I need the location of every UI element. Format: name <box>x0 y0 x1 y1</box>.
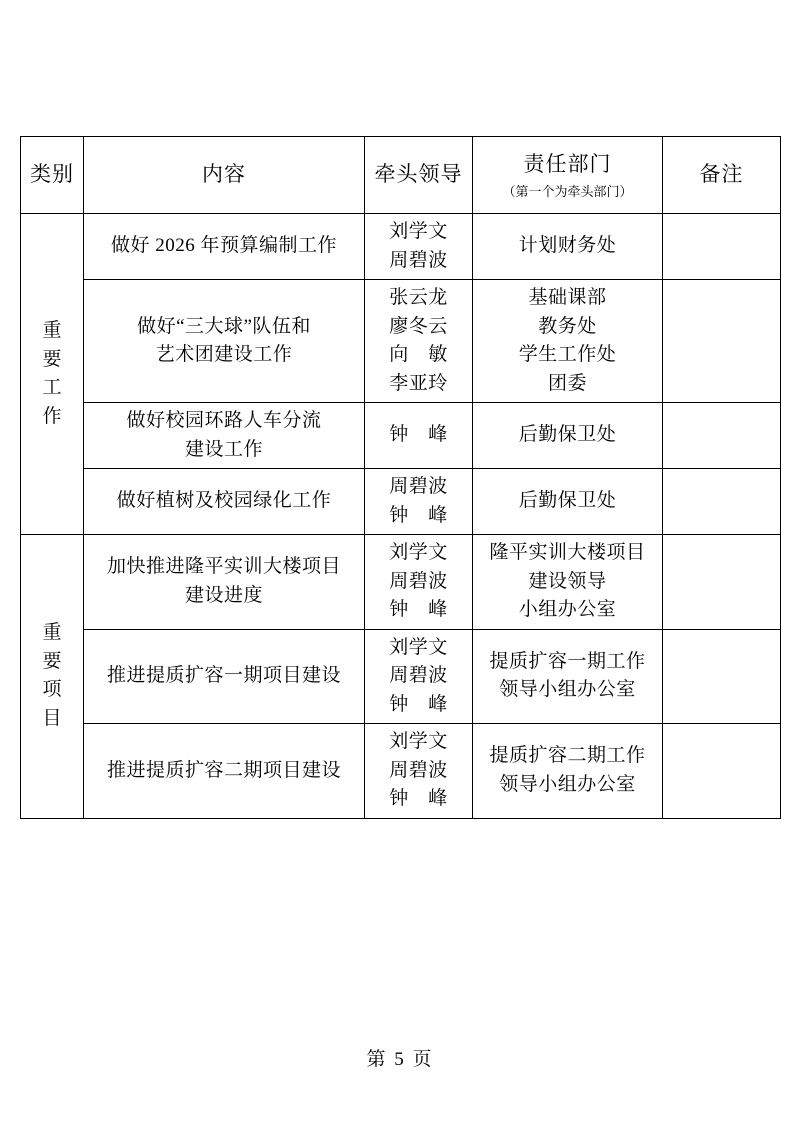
leader-cell: 刘学文 周碧波 钟 峰 <box>365 535 473 630</box>
leader-cell: 刘学文 周碧波 钟 峰 <box>365 629 473 724</box>
department-cell: 后勤保卫处 <box>473 469 663 535</box>
table-row <box>21 535 781 630</box>
leader-cell: 周碧波 钟 峰 <box>365 469 473 535</box>
schedule-table-container <box>20 136 780 819</box>
header-department: 责任部门 （第一个为牵头部门） <box>473 137 663 214</box>
content-cell: 做好“三大球”队伍和 艺术团建设工作 <box>84 280 365 403</box>
table-row <box>21 629 781 724</box>
category-cell-important-project: 重 要 项 目 <box>21 535 84 819</box>
department-cell: 计划财务处 <box>473 214 663 280</box>
remark-cell <box>663 629 781 724</box>
remark-cell <box>663 403 781 469</box>
leader-cell: 刘学文 周碧波 <box>365 214 473 280</box>
department-cell: 基础课部 教务处 学生工作处 团委 <box>473 280 663 403</box>
content-cell: 做好 2026 年预算编制工作 <box>84 214 365 280</box>
table-header-row <box>21 137 781 214</box>
department-cell: 后勤保卫处 <box>473 403 663 469</box>
schedule-table <box>20 136 781 819</box>
leader-cell: 张云龙 廖冬云 向 敏 李亚玲 <box>365 280 473 403</box>
header-remark: 备注 <box>663 137 781 214</box>
table-header <box>21 137 781 214</box>
department-cell: 隆平实训大楼项目 建设领导 小组办公室 <box>473 535 663 630</box>
content-cell: 推进提质扩容二期项目建设 <box>84 724 365 819</box>
table-row <box>21 214 781 280</box>
table-row <box>21 724 781 819</box>
leader-cell: 钟 峰 <box>365 403 473 469</box>
category-cell-important-work: 重 要 工 作 <box>21 214 84 535</box>
header-leader: 牵头领导 <box>365 137 473 214</box>
table-row <box>21 403 781 469</box>
table-row <box>21 280 781 403</box>
remark-cell <box>663 280 781 403</box>
page-footer: 第 5 页 <box>366 1049 434 1070</box>
content-cell: 做好校园环路人车分流 建设工作 <box>84 403 365 469</box>
remark-cell <box>663 535 781 630</box>
leader-cell: 刘学文 周碧波 钟 峰 <box>365 724 473 819</box>
remark-cell <box>663 469 781 535</box>
header-content: 内容 <box>84 137 365 214</box>
content-cell: 加快推进隆平实训大楼项目 建设进度 <box>84 535 365 630</box>
header-category: 类别 <box>21 137 84 214</box>
department-cell: 提质扩容一期工作 领导小组办公室 <box>473 629 663 724</box>
table-row <box>21 469 781 535</box>
content-cell: 推进提质扩容一期项目建设 <box>84 629 365 724</box>
remark-cell <box>663 724 781 819</box>
content-cell: 做好植树及校园绿化工作 <box>84 469 365 535</box>
table-body <box>21 214 781 819</box>
department-cell: 提质扩容二期工作 领导小组办公室 <box>473 724 663 819</box>
remark-cell <box>663 214 781 280</box>
